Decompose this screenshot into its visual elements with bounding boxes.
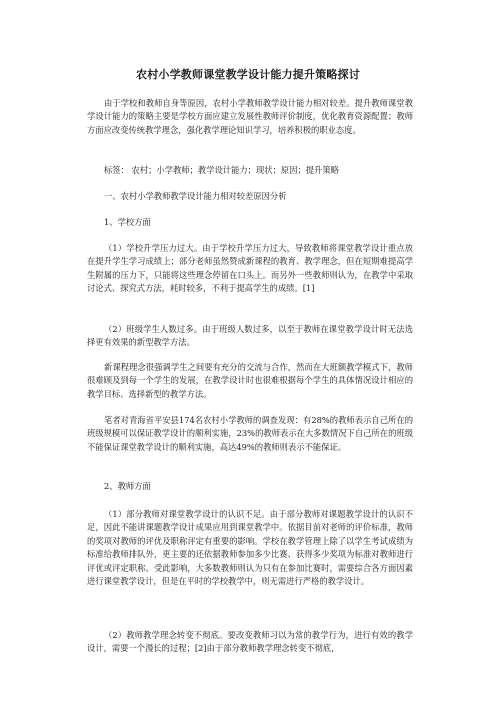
- section-heading: 一、农村小学教师教学设计能力相对较差原因分析: [104, 191, 287, 201]
- body-paragraph-6: （2）教师教学理念转变不彻底。要改变教师习以为常的教学行为，进行有效的教学设计，需要一个漫长的过程；[2]由于部分教师教学理念转变不彻底，: [87, 630, 413, 654]
- body-paragraph-2: （2）班级学生人数过多。由于班级人数过多，以至于教师在课堂教学设计时无法选择更有效果的新型教学方法。: [87, 324, 413, 348]
- abstract-paragraph: 由于学校和教师自身等原因，农村小学教师教学设计能力相对较差。提升教师课堂教学设计能力的策略主要是学校方面应建立发展性教师评价制度，优化教育资源配置；教师方面应改变传统教学理念，强化教学理论知识学习，培养积极的职业态度。: [87, 98, 413, 135]
- subsection-heading-school: 1、学校方面: [104, 217, 151, 227]
- body-paragraph-1: （1）学校升学压力过大。由于学校升学压力过大，导致教师将课堂教学设计重点放在提升学生学习成绩上；部分老师虽然赞成新课程的教育、教学理念，但在短期难提高学生附属的压力下，只能将这些理念停留在口头上。而另外一些教师则认为，在教学中采取讨论式、探究式方法，耗时较多，不利于提高学生的成绩。[1]: [87, 243, 413, 294]
- body-paragraph-5: （1）部分教师对课堂教学设计的认识不足。由于部分教师对课题教学设计的认识不足，因此不能讲课题教学设计成果应用到课堂教学中。依据目前对老师的评价标准，教师的奖项对教师的评优及职称评定有重要的影响。学校在教学管理上除了以学生考试成绩为标准给教师排队外，更主要的还依据教师参加多少比赛、获得多少奖项为标准对教师进行评优或评定职称。受此影响，大多数教师则认为只有在参加比赛时，需要综合各方面因素进行课堂教学设计，但是在平时的学校教学中，则无需进行严格的教学设计。: [87, 509, 413, 587]
- subsection-heading-teacher: 2、教师方面: [104, 481, 151, 491]
- body-paragraph-4: 笔者对青海省平安县174名农村小学教师的调查发现：有28%的教师表示自己所在的班级规模可以保证教学设计的顺利实施，23%的教师表示在大多数情况下自己所在的班级不能保证课堂教学设计的顺利实施，高达49%的教师则表示不能保证。: [87, 415, 413, 452]
- document-title: 农村小学教师课堂教学设计能力提升策略探讨: [136, 68, 360, 81]
- keywords-line: 标签： 农村；小学教师；教学设计能力；现状；原因；提升策略: [104, 165, 339, 175]
- body-paragraph-3: 新课程理念很强调学生之间要有充分的交流与合作，然而在大班额教学模式下，教师很难顾及到每一个学生的发展，在教学设计时也很难根据每个学生的具体情况设计相应的教学目标、选择新型的教学方法。: [87, 362, 413, 399]
